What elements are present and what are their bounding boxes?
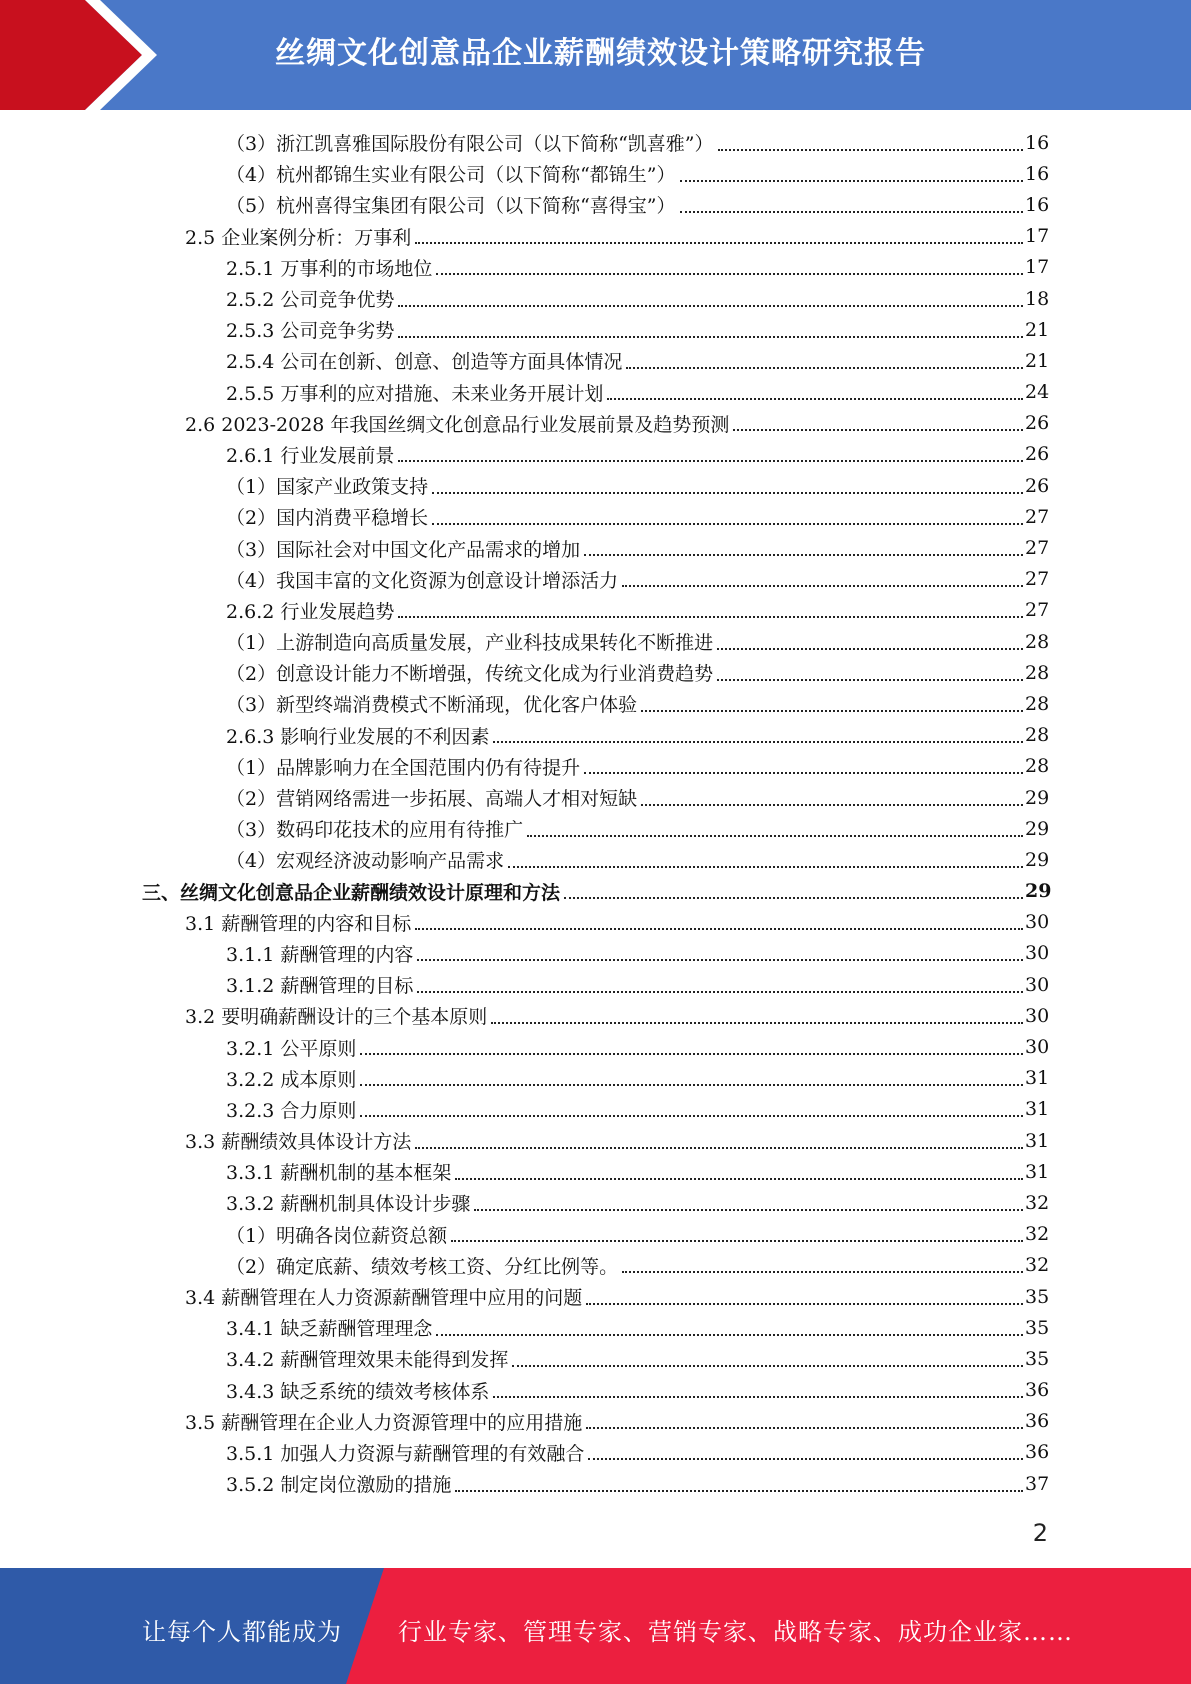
toc-entry-title: 3.1.1 薪酬管理的内容 bbox=[226, 943, 414, 966]
toc-entry-title: 3.4 薪酬管理在人力资源薪酬管理中应用的问题 bbox=[185, 1287, 583, 1310]
toc-dot-leader bbox=[432, 523, 1023, 525]
toc-dot-leader bbox=[436, 273, 1023, 275]
toc-dot-leader bbox=[360, 1115, 1023, 1117]
toc-entry-page: 30 bbox=[1025, 942, 1050, 965]
toc-entry-page: 27 bbox=[1025, 537, 1050, 560]
toc-dot-leader bbox=[586, 1427, 1023, 1429]
toc-entry-page: 28 bbox=[1025, 755, 1050, 778]
toc-dot-leader bbox=[607, 398, 1023, 400]
toc-entry[interactable] bbox=[0, 969, 1191, 1000]
toc-dot-leader bbox=[622, 585, 1023, 587]
toc-entry-title: 2.6 2023-2028 年我国丝绸文化创意品行业发展前景及趋势预测 bbox=[185, 413, 730, 436]
toc-dot-leader bbox=[360, 1053, 1023, 1055]
toc-dot-leader bbox=[360, 1084, 1023, 1086]
toc-entry[interactable] bbox=[0, 408, 1191, 439]
toc-entry-page: 26 bbox=[1025, 412, 1050, 435]
toc-dot-leader bbox=[622, 1271, 1023, 1273]
toc-entry[interactable] bbox=[0, 345, 1191, 376]
toc-entry-page: 26 bbox=[1025, 443, 1050, 466]
toc-entry-title: 2.5.4 公司在创新、创意、创造等方面具体情况 bbox=[226, 351, 623, 374]
toc-entry-page: 37 bbox=[1025, 1472, 1050, 1495]
toc-entry-page: 35 bbox=[1025, 1347, 1050, 1370]
toc-entry-page: 17 bbox=[1025, 256, 1050, 279]
toc-entry[interactable] bbox=[0, 314, 1191, 345]
toc-entry-title: （1）上游制造向高质量发展，产业科技成果转化不断推进 bbox=[226, 632, 714, 655]
page-footer bbox=[0, 1568, 1191, 1684]
toc-entry-page: 30 bbox=[1025, 1036, 1050, 1059]
toc-entry-title: 3.4.2 薪酬管理效果未能得到发挥 bbox=[226, 1349, 509, 1372]
toc-dot-leader bbox=[527, 835, 1023, 837]
toc-entry-title: 2.5.2 公司竞争优势 bbox=[226, 289, 395, 312]
toc-entry-title: （2）营销网络需进一步拓展、高端人才相对短缺 bbox=[226, 788, 638, 811]
toc-entry-page: 36 bbox=[1025, 1410, 1050, 1433]
toc-entry-title: 3.1 薪酬管理的内容和目标 bbox=[185, 912, 412, 935]
toc-entry[interactable] bbox=[0, 751, 1191, 782]
toc-entry-page: 16 bbox=[1025, 131, 1050, 154]
toc-entry-title: 3.4.1 缺乏薪酬管理理念 bbox=[226, 1318, 433, 1341]
toc-entry-title: 3.2.3 合力原则 bbox=[226, 1099, 357, 1122]
toc-entry-page: 29 bbox=[1025, 786, 1050, 809]
toc-entry[interactable] bbox=[0, 876, 1191, 907]
toc-entry-page: 28 bbox=[1025, 661, 1050, 684]
toc-entry[interactable] bbox=[0, 127, 1191, 158]
toc-entry-page: 31 bbox=[1025, 1067, 1050, 1090]
toc-entry-page: 32 bbox=[1025, 1191, 1050, 1214]
toc-entry[interactable] bbox=[0, 158, 1191, 189]
toc-entry[interactable] bbox=[0, 688, 1191, 719]
footer-slogan-left: 让每个人都能成为 bbox=[142, 1618, 342, 1646]
toc-entry-title: （1）国家产业政策支持 bbox=[226, 476, 429, 499]
toc-entry-title: 3.1.2 薪酬管理的目标 bbox=[226, 975, 414, 998]
toc-entry-title: 3.5.1 加强人力资源与薪酬管理的有效融合 bbox=[226, 1442, 585, 1465]
toc-entry-page: 29 bbox=[1025, 848, 1050, 871]
toc-entry-page: 27 bbox=[1025, 599, 1050, 622]
toc-dot-leader bbox=[451, 1240, 1023, 1242]
toc-entry[interactable] bbox=[0, 626, 1191, 657]
toc-entry[interactable] bbox=[0, 501, 1191, 532]
page-header bbox=[0, 0, 1191, 110]
toc-entry-title: 2.6.1 行业发展前景 bbox=[226, 444, 395, 467]
toc-entry-page: 21 bbox=[1025, 318, 1050, 341]
toc-entry[interactable] bbox=[0, 1000, 1191, 1031]
toc-entry[interactable] bbox=[0, 1094, 1191, 1125]
toc-entry-page: 27 bbox=[1025, 505, 1050, 528]
toc-entry[interactable] bbox=[0, 720, 1191, 751]
toc-dot-leader bbox=[680, 211, 1023, 213]
toc-entry[interactable] bbox=[0, 470, 1191, 501]
toc-entry-page: 28 bbox=[1025, 692, 1050, 715]
toc-entry-title: 三、丝绸文化创意品企业薪酬绩效设计原理和方法 bbox=[142, 881, 561, 904]
toc-entry[interactable] bbox=[0, 813, 1191, 844]
toc-dot-leader bbox=[436, 1334, 1023, 1336]
toc-entry-title: 3.3.1 薪酬机制的基本框架 bbox=[226, 1162, 452, 1185]
toc-dot-leader bbox=[586, 1303, 1023, 1305]
toc-entry-page: 27 bbox=[1025, 568, 1050, 591]
toc-entry[interactable] bbox=[0, 564, 1191, 595]
toc-entry-title: 3.5.2 制定岗位激励的措施 bbox=[226, 1474, 452, 1497]
toc-entry-title: （1）明确各岗位薪资总额 bbox=[226, 1224, 448, 1247]
toc-entry-page: 32 bbox=[1025, 1223, 1050, 1246]
toc-entry-page: 24 bbox=[1025, 381, 1050, 404]
toc-entry-title: 2.5 企业案例分析：万事利 bbox=[185, 226, 412, 249]
toc-entry-page: 16 bbox=[1025, 193, 1050, 216]
toc-entry-page: 36 bbox=[1025, 1441, 1050, 1464]
toc-entry-title: 3.3 薪酬绩效具体设计方法 bbox=[185, 1131, 412, 1154]
toc-dot-leader bbox=[733, 429, 1023, 431]
toc-dot-leader bbox=[626, 367, 1023, 369]
toc-entry-title: 3.2 要明确薪酬设计的三个基本原则 bbox=[185, 1006, 488, 1029]
toc-dot-leader bbox=[584, 554, 1023, 556]
toc-entry-title: （4）杭州都锦生实业有限公司（以下简称“都锦生”） bbox=[226, 164, 676, 187]
toc-entry-page: 31 bbox=[1025, 1160, 1050, 1183]
toc-dot-leader bbox=[398, 616, 1023, 618]
toc-entry-page: 30 bbox=[1025, 1004, 1050, 1027]
toc-entry[interactable] bbox=[0, 907, 1191, 938]
toc-entry-title: 2.6.2 行业发展趋势 bbox=[226, 600, 395, 623]
toc-dot-leader bbox=[564, 897, 1023, 899]
toc-entry-title: 3.3.2 薪酬机制具体设计步骤 bbox=[226, 1193, 471, 1216]
footer-slogan-right: 行业专家、管理专家、营销专家、战略专家、成功企业家…… bbox=[398, 1618, 1073, 1646]
toc-dot-leader bbox=[455, 1490, 1023, 1492]
toc-dot-leader bbox=[508, 866, 1023, 868]
toc-entry[interactable] bbox=[0, 377, 1191, 408]
toc-entry[interactable] bbox=[0, 1156, 1191, 1187]
toc-entry-page: 16 bbox=[1025, 162, 1050, 185]
toc-entry-title: （2）创意设计能力不断增强，传统文化成为行业消费趋势 bbox=[226, 663, 714, 686]
toc-entry[interactable] bbox=[0, 1406, 1191, 1437]
toc-entry-title: （3）浙江凯喜雅国际股份有限公司（以下简称“凯喜雅”） bbox=[226, 133, 714, 156]
toc-entry-title: 3.2.2 成本原则 bbox=[226, 1068, 357, 1091]
toc-entry-title: （4）我国丰富的文化资源为创意设计增添活力 bbox=[226, 569, 619, 592]
toc-dot-leader bbox=[474, 1209, 1023, 1211]
page-number: 2 bbox=[1032, 1519, 1048, 1547]
toc-entry[interactable] bbox=[0, 938, 1191, 969]
toc-entry-title: 3.4.3 缺乏系统的绩效考核体系 bbox=[226, 1380, 490, 1403]
toc-entry-title: （2）确定底薪、绩效考核工资、分红比例等。 bbox=[226, 1255, 619, 1278]
toc-entry[interactable] bbox=[0, 1250, 1191, 1281]
toc-dot-leader bbox=[584, 772, 1023, 774]
toc-entry-title: （1）品牌影响力在全国范围内仍有待提升 bbox=[226, 756, 581, 779]
toc-entry[interactable] bbox=[0, 1187, 1191, 1218]
toc-entry-title: （3）国际社会对中国文化产品需求的增加 bbox=[226, 538, 581, 561]
toc-entry[interactable] bbox=[0, 1312, 1191, 1343]
toc-entry[interactable] bbox=[0, 439, 1191, 470]
toc-dot-leader bbox=[415, 928, 1023, 930]
toc-dot-leader bbox=[588, 1458, 1023, 1460]
toc-entry[interactable] bbox=[0, 532, 1191, 563]
toc-entry-page: 28 bbox=[1025, 630, 1050, 653]
toc-entry[interactable] bbox=[0, 1375, 1191, 1406]
toc-entry[interactable] bbox=[0, 1343, 1191, 1374]
toc-dot-leader bbox=[415, 1147, 1023, 1149]
toc-entry-title: 3.2.1 公平原则 bbox=[226, 1037, 357, 1060]
toc-entry[interactable] bbox=[0, 1468, 1191, 1499]
toc-dot-leader bbox=[641, 804, 1023, 806]
toc-dot-leader bbox=[398, 305, 1023, 307]
toc-dot-leader bbox=[493, 741, 1023, 743]
toc-entry-page: 31 bbox=[1025, 1098, 1050, 1121]
toc-entry-page: 32 bbox=[1025, 1254, 1050, 1277]
toc-entry-page: 31 bbox=[1025, 1129, 1050, 1152]
toc-entry-page: 26 bbox=[1025, 474, 1050, 497]
toc-entry-page: 35 bbox=[1025, 1316, 1050, 1339]
toc-dot-leader bbox=[717, 648, 1023, 650]
table-of-contents bbox=[0, 127, 1191, 1499]
toc-dot-leader bbox=[398, 336, 1023, 338]
toc-entry[interactable] bbox=[0, 844, 1191, 875]
toc-entry-page: 21 bbox=[1025, 349, 1050, 372]
toc-entry[interactable] bbox=[0, 252, 1191, 283]
toc-entry[interactable] bbox=[0, 1437, 1191, 1468]
toc-entry[interactable] bbox=[0, 221, 1191, 252]
toc-entry-title: 2.5.3 公司竞争劣势 bbox=[226, 320, 395, 343]
toc-dot-leader bbox=[417, 959, 1023, 961]
toc-entry-page: 29 bbox=[1025, 880, 1052, 903]
toc-entry[interactable] bbox=[0, 1281, 1191, 1312]
toc-dot-leader bbox=[417, 991, 1023, 993]
toc-dot-leader bbox=[493, 1396, 1023, 1398]
toc-entry-title: （4）宏观经济波动影响产品需求 bbox=[226, 850, 505, 873]
toc-entry[interactable] bbox=[0, 1125, 1191, 1156]
toc-dot-leader bbox=[398, 460, 1023, 462]
toc-entry-title: （3）新型终端消费模式不断涌现，优化客户体验 bbox=[226, 694, 638, 717]
toc-entry[interactable] bbox=[0, 1063, 1191, 1094]
toc-entry-page: 17 bbox=[1025, 225, 1050, 248]
toc-entry-title: 2.6.3 影响行业发展的不利因素 bbox=[226, 725, 490, 748]
toc-entry[interactable] bbox=[0, 283, 1191, 314]
toc-dot-leader bbox=[415, 242, 1023, 244]
toc-entry-title: （5）杭州喜得宝集团有限公司（以下简称“喜得宝”） bbox=[226, 195, 676, 218]
toc-entry-page: 35 bbox=[1025, 1285, 1050, 1308]
toc-dot-leader bbox=[717, 679, 1023, 681]
toc-entry-page: 30 bbox=[1025, 973, 1050, 996]
toc-dot-leader bbox=[680, 180, 1023, 182]
toc-entry-title: 2.5.1 万事利的市场地位 bbox=[226, 257, 433, 280]
toc-entry-title: （3）数码印花技术的应用有待推广 bbox=[226, 819, 524, 842]
report-title: 丝绸文化创意品企业薪酬绩效设计策略研究报告 bbox=[275, 36, 926, 71]
toc-entry[interactable] bbox=[0, 1219, 1191, 1250]
toc-entry[interactable] bbox=[0, 657, 1191, 688]
toc-entry-page: 29 bbox=[1025, 817, 1050, 840]
toc-dot-leader bbox=[641, 710, 1023, 712]
toc-dot-leader bbox=[718, 149, 1023, 151]
toc-entry-title: 3.5 薪酬管理在企业人力资源管理中的应用措施 bbox=[185, 1411, 583, 1434]
toc-entry[interactable] bbox=[0, 782, 1191, 813]
toc-entry[interactable] bbox=[0, 1031, 1191, 1062]
toc-dot-leader bbox=[432, 492, 1023, 494]
toc-dot-leader bbox=[491, 1022, 1023, 1024]
toc-entry-page: 30 bbox=[1025, 911, 1050, 934]
toc-entry[interactable] bbox=[0, 595, 1191, 626]
toc-entry-title: （2）国内消费平稳增长 bbox=[226, 507, 429, 530]
toc-entry-page: 28 bbox=[1025, 724, 1050, 747]
toc-entry[interactable] bbox=[0, 189, 1191, 220]
toc-dot-leader bbox=[512, 1365, 1023, 1367]
toc-dot-leader bbox=[455, 1178, 1023, 1180]
toc-entry-title: 2.5.5 万事利的应对措施、未来业务开展计划 bbox=[226, 382, 604, 405]
toc-entry-page: 36 bbox=[1025, 1379, 1050, 1402]
toc-entry-page: 18 bbox=[1025, 287, 1050, 310]
